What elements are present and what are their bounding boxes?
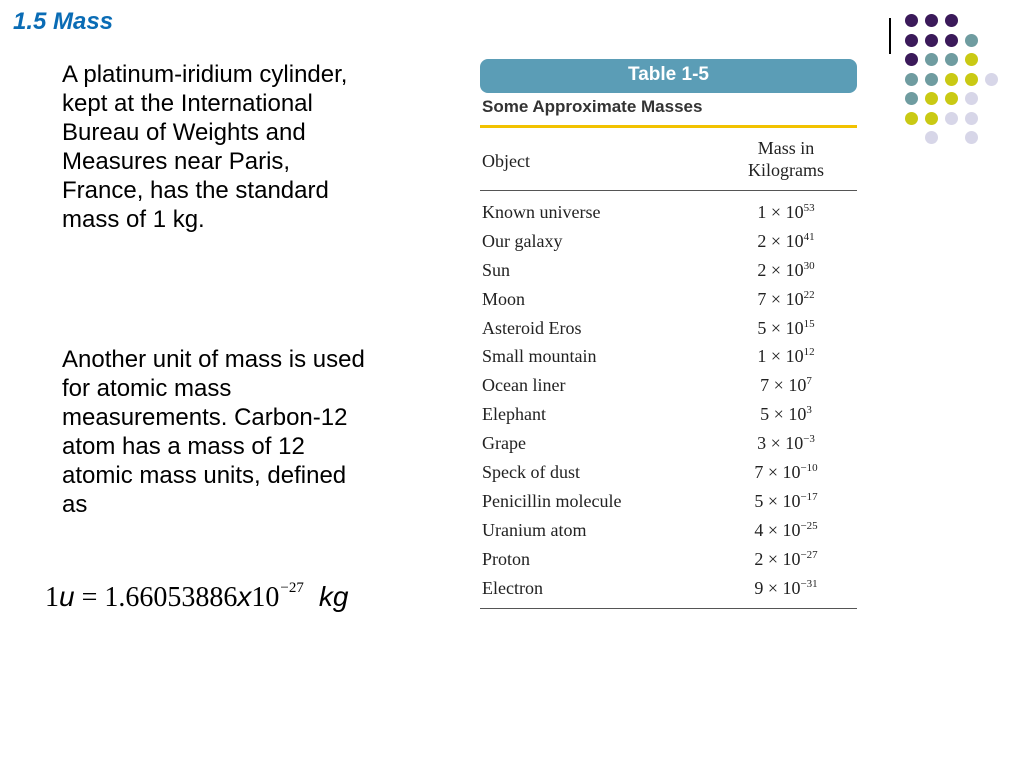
formula-lhs-unit: u (59, 581, 75, 612)
times-sign: × 10 (763, 461, 801, 482)
mass-coefficient: 2 (757, 259, 767, 280)
row-object: Penicillin molecule (482, 490, 622, 511)
decorative-dot (945, 53, 958, 66)
mass-exponent: −17 (800, 490, 818, 503)
paragraph-standard-kilogram: A platinum-iridium cylinder, kept at the International Bureau of Weights and Measures near Paris, France, has the standard mass of 1 kg. (62, 61, 348, 233)
table-row (480, 429, 857, 458)
mass-coefficient: 4 (754, 519, 764, 540)
decorative-dot (945, 34, 958, 47)
table-row (480, 342, 857, 371)
row-mass (731, 375, 841, 396)
decorative-dot (905, 112, 918, 125)
decorative-dot-grid (905, 14, 995, 164)
table-row (480, 227, 857, 256)
table-header: Table 1-5 (480, 59, 857, 93)
decorative-dot (945, 73, 958, 86)
times-sign: × 10 (766, 288, 804, 309)
row-object: Speck of dust (482, 461, 580, 482)
mass-coefficient: 1 (757, 201, 767, 222)
mass-exponent: −3 (803, 433, 815, 446)
times-sign: × 10 (766, 201, 804, 222)
times-sign: × 10 (766, 317, 804, 338)
mass-coefficient: 9 (754, 577, 764, 598)
decorative-dot (905, 73, 918, 86)
mass-exponent: −10 (800, 461, 818, 474)
mass-exponent: 3 (806, 404, 812, 417)
row-mass (731, 549, 841, 570)
times-sign: × 10 (766, 259, 804, 280)
row-object: Small mountain (482, 346, 597, 367)
row-object: Electron (482, 577, 543, 598)
decorative-dot (905, 92, 918, 105)
table-row (480, 371, 857, 400)
decorative-dot (905, 14, 918, 27)
row-object: Uranium atom (482, 519, 587, 540)
table-row (480, 516, 857, 545)
mass-exponent: 12 (803, 346, 815, 359)
decorative-dot (925, 53, 938, 66)
mass-exponent: 15 (803, 317, 815, 330)
mass-coefficient: 7 (757, 288, 767, 309)
column-header-mass (731, 137, 841, 181)
mass-coefficient: 7 (760, 375, 770, 396)
row-mass (731, 346, 841, 367)
row-mass (731, 404, 841, 425)
table-row (480, 545, 857, 574)
row-mass (731, 491, 841, 512)
row-mass (731, 462, 841, 483)
table-row (480, 487, 857, 516)
row-mass (731, 289, 841, 310)
row-mass (731, 433, 841, 454)
row-object: Known universe (482, 201, 601, 222)
table-row (480, 458, 857, 487)
table-row (480, 198, 857, 227)
mass-coefficient: 5 (760, 404, 770, 425)
paragraph-atomic-mass-unit: Another unit of mass is used for atomic mass measurements. Carbon-12 atom has a mass of 12 atomic mass units, defined as (62, 346, 365, 518)
times-sign: × 10 (769, 375, 807, 396)
decorative-dot (925, 112, 938, 125)
table-row (480, 285, 857, 314)
times-sign: × 10 (763, 548, 801, 569)
mass-table (480, 59, 857, 609)
table-row (480, 400, 857, 429)
atomic-mass-unit-formula (45, 580, 348, 614)
mass-coefficient: 2 (754, 548, 764, 569)
times-sign: × 10 (763, 577, 801, 598)
row-object: Asteroid Eros (482, 317, 582, 338)
row-mass (731, 202, 841, 223)
mass-exponent: 7 (806, 375, 812, 388)
times-sign: × 10 (763, 490, 801, 511)
decorative-dot (925, 92, 938, 105)
decorative-dot (905, 34, 918, 47)
formula-unit: kg (318, 581, 349, 612)
row-mass (731, 578, 841, 599)
mass-coefficient: 1 (757, 346, 767, 367)
formula-base: 10 (251, 582, 280, 613)
times-sign: × 10 (763, 519, 801, 540)
formula-lhs-number: 1 (45, 582, 59, 613)
table-row (480, 314, 857, 343)
times-sign: × 10 (769, 404, 807, 425)
decorative-dot (945, 14, 958, 27)
column-header-object: Object (482, 150, 530, 171)
decorative-dot (925, 14, 938, 27)
decorative-dot (925, 73, 938, 86)
decorative-dot (965, 53, 978, 66)
decorative-dot (965, 73, 978, 86)
times-sign: × 10 (766, 230, 804, 251)
decorative-dot (925, 131, 938, 144)
row-object: Sun (482, 259, 511, 280)
column-header-mass-line1: Mass in (757, 138, 815, 158)
row-mass (731, 260, 841, 281)
mass-coefficient: 3 (757, 433, 767, 454)
times-sign: × 10 (766, 433, 804, 454)
decorative-dot (925, 34, 938, 47)
formula-times: x (237, 581, 252, 612)
mass-coefficient: 7 (754, 461, 764, 482)
table-subtitle: Some Approximate Masses (482, 97, 703, 116)
formula-exponent: −27 (280, 580, 304, 596)
row-object: Our galaxy (482, 230, 563, 251)
decorative-dot (965, 34, 978, 47)
row-object: Grape (482, 433, 526, 454)
column-header-mass-line2: Kilograms (748, 160, 824, 180)
decorative-dot (945, 112, 958, 125)
table-column-headers (480, 128, 857, 191)
mass-coefficient: 5 (754, 490, 764, 511)
row-mass (731, 318, 841, 339)
mass-exponent: −25 (800, 519, 818, 532)
decorative-dot (905, 53, 918, 66)
times-sign: × 10 (766, 346, 804, 367)
mass-coefficient: 5 (757, 317, 767, 338)
slide-title: 1.5 Mass (13, 8, 114, 35)
decorative-bar (889, 18, 891, 54)
row-object: Elephant (482, 404, 546, 425)
row-object: Ocean liner (482, 375, 566, 396)
mass-exponent: 30 (803, 259, 815, 272)
table-row (480, 256, 857, 285)
decorative-dot (965, 92, 978, 105)
mass-exponent: −27 (800, 548, 818, 561)
mass-exponent: 22 (803, 288, 815, 301)
mass-exponent: −31 (800, 577, 818, 590)
row-mass (731, 520, 841, 541)
decorative-dot (965, 131, 978, 144)
row-object: Moon (482, 288, 526, 309)
decorative-dot (965, 112, 978, 125)
table-row (480, 574, 857, 603)
decorative-dot (985, 73, 998, 86)
mass-coefficient: 2 (757, 230, 767, 251)
formula-mantissa: 1.66053886 (104, 582, 238, 613)
mass-exponent: 53 (803, 201, 815, 214)
row-object: Proton (482, 548, 531, 569)
table-body (480, 191, 857, 609)
mass-exponent: 41 (803, 230, 815, 243)
formula-equals: = (81, 582, 98, 613)
row-mass (731, 231, 841, 252)
decorative-dot (945, 92, 958, 105)
